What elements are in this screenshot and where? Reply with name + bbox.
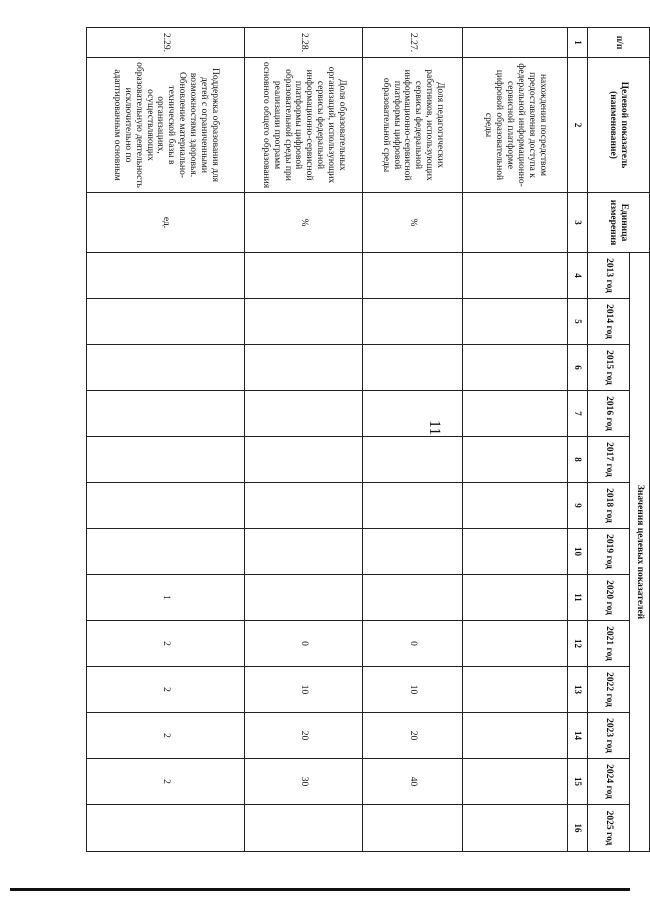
row-unit: [463, 193, 568, 253]
row-value: [87, 805, 245, 852]
row-unit: %: [245, 193, 363, 253]
row-indicator: нахождения посредством предоставления доступа к федеральной информационно-сервисной платформе цифровой образовательной среды: [463, 58, 568, 193]
row-value: 30: [245, 759, 363, 805]
header-year: 2016 год: [588, 391, 630, 437]
column-number: 9: [568, 483, 588, 529]
row-indicator: Поддержка образования для детей с ограниченными возможностями здоровья. Обновление материально-технической базы в организациях, осуществляющих образовательную деятельность исключительно по адаптированным основным: [87, 58, 245, 193]
row-value: [245, 391, 363, 437]
row-value: [363, 299, 463, 345]
row-num: 2.29.: [87, 28, 245, 58]
row-value: 1: [87, 575, 245, 621]
row-value: [245, 483, 363, 529]
row-value: [363, 345, 463, 391]
row-value: [463, 805, 568, 852]
header-year: 2013 год: [588, 253, 630, 299]
column-number: 4: [568, 253, 588, 299]
row-value: [363, 391, 463, 437]
row-value: [463, 575, 568, 621]
header-year: 2020 год: [588, 575, 630, 621]
column-number: 13: [568, 667, 588, 713]
row-value: [463, 299, 568, 345]
row-value: [463, 437, 568, 483]
row-value: [87, 299, 245, 345]
column-number: 5: [568, 299, 588, 345]
column-number: 6: [568, 345, 588, 391]
header-year: 2023 год: [588, 713, 630, 759]
row-value: [363, 575, 463, 621]
row-value: [363, 529, 463, 575]
row-value: [87, 391, 245, 437]
column-number: 2: [568, 58, 588, 193]
row-value: [363, 437, 463, 483]
header-year: 2015 год: [588, 345, 630, 391]
table-row: [463, 28, 568, 852]
row-value: [463, 483, 568, 529]
row-value: [363, 805, 463, 852]
table-row: [363, 28, 463, 852]
header-unit: Единица измерения: [588, 193, 650, 253]
column-number: 1: [568, 28, 588, 58]
header-values: Значения целевых показателей: [630, 253, 650, 852]
row-unit: %: [363, 193, 463, 253]
row-value: 20: [245, 713, 363, 759]
row-value: [245, 575, 363, 621]
page-number: 11: [426, 420, 443, 436]
row-value: 2: [87, 759, 245, 805]
row-num: [463, 28, 568, 58]
row-value: 40: [363, 759, 463, 805]
row-value: 2: [87, 621, 245, 667]
row-value: [87, 483, 245, 529]
row-value: [463, 759, 568, 805]
row-indicator: Доля образовательных организаций, использующих сервисы федеральной информационно-сервисной платформы цифровой образовательной среды при реализации программ основного общего образования: [245, 58, 363, 193]
row-value: [245, 529, 363, 575]
row-value: [463, 621, 568, 667]
header-year: 2019 год: [588, 529, 630, 575]
header-num: п/п: [588, 28, 650, 58]
row-unit: ед.: [87, 193, 245, 253]
row-value: 0: [245, 621, 363, 667]
column-number: 16: [568, 805, 588, 852]
row-value: [463, 253, 568, 299]
row-value: 2: [87, 667, 245, 713]
header-indicator: Целевой показатель (наименование): [588, 58, 650, 193]
row-value: [463, 667, 568, 713]
row-num: 2.27.: [363, 28, 463, 58]
row-value: [87, 529, 245, 575]
column-number: 12: [568, 621, 588, 667]
row-value: 2: [87, 713, 245, 759]
bottom-rule: [10, 888, 630, 891]
row-value: [463, 713, 568, 759]
row-value: 0: [363, 621, 463, 667]
row-indicator: Доля педагогических работников, использующих сервисы федеральной информационно-сервисной платформы цифровой образовательной среды: [363, 58, 463, 193]
table-row: [245, 28, 363, 852]
rotated-table-wrapper: [60, 27, 650, 847]
header-year: 2014 год: [588, 299, 630, 345]
header-year: 2021 год: [588, 621, 630, 667]
column-number: 7: [568, 391, 588, 437]
row-value: [363, 483, 463, 529]
column-number: 8: [568, 437, 588, 483]
row-value: [463, 345, 568, 391]
row-value: [363, 253, 463, 299]
header-year: 2022 год: [588, 667, 630, 713]
header-year: 2018 год: [588, 483, 630, 529]
row-value: [245, 805, 363, 852]
row-value: [463, 391, 568, 437]
header-year: 2025 год: [588, 805, 630, 852]
column-number: 11: [568, 575, 588, 621]
header-year: 2017 год: [588, 437, 630, 483]
column-number: 10: [568, 529, 588, 575]
row-num: 2.28.: [245, 28, 363, 58]
row-value: 10: [363, 667, 463, 713]
row-value: 20: [363, 713, 463, 759]
table-row: [87, 28, 245, 852]
target-indicators-table: [86, 27, 650, 852]
row-value: [245, 345, 363, 391]
row-value: [245, 437, 363, 483]
column-number: 14: [568, 713, 588, 759]
row-value: [87, 253, 245, 299]
column-number: 15: [568, 759, 588, 805]
header-year: 2024 год: [588, 759, 630, 805]
column-number: 3: [568, 193, 588, 253]
row-value: [87, 345, 245, 391]
row-value: [87, 437, 245, 483]
row-value: 10: [245, 667, 363, 713]
row-value: [463, 529, 568, 575]
row-value: [245, 299, 363, 345]
row-value: [245, 253, 363, 299]
